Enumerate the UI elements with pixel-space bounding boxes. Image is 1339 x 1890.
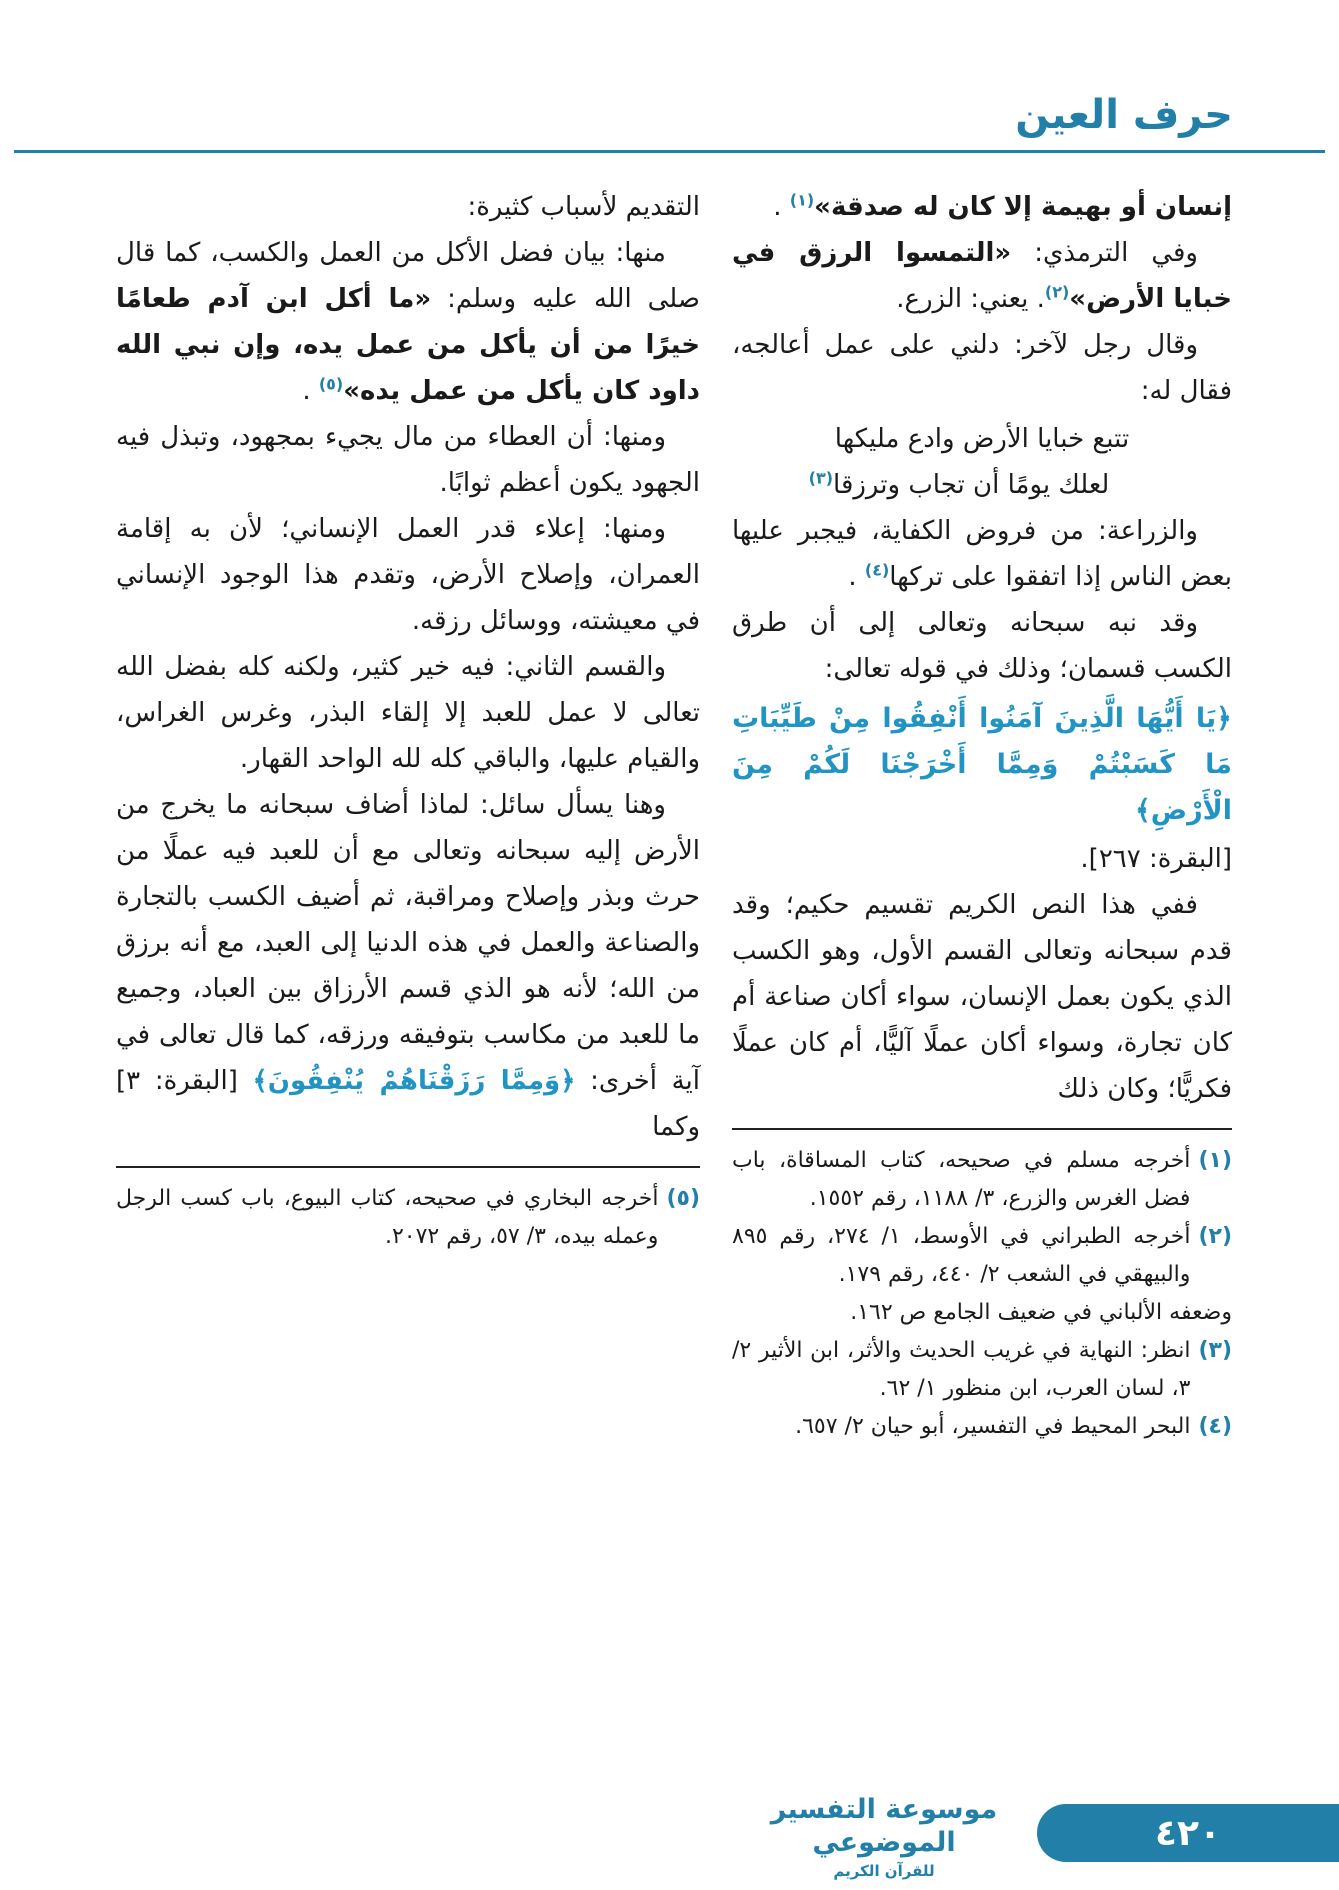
footnote-marker: (٥) xyxy=(666,1186,700,1211)
paragraph xyxy=(732,462,1232,508)
footnote-marker: (١) xyxy=(1198,1148,1232,1173)
footnote xyxy=(732,1408,1232,1446)
text-run: . xyxy=(773,192,790,222)
footnote-reference: (٤) xyxy=(864,560,890,580)
text-run: [البقرة: ٢٦٧]. xyxy=(1080,844,1232,874)
text-run: ومنها: إعلاء قدر العمل الإنساني؛ لأن به إقامة العمران، وإصلاح الأرض، وتقدم هذا الوجود الإنساني في معيشته، ووسائل رزقه. xyxy=(116,514,700,636)
text-run: . xyxy=(848,562,865,592)
paragraph xyxy=(732,508,1232,600)
paragraph xyxy=(116,506,700,644)
emphasis-run: «التمسوا الرزق في خبايا الأرض» xyxy=(732,238,1232,314)
footnote-reference: (٢) xyxy=(1044,282,1070,302)
text-run: التقديم لأسباب كثيرة: xyxy=(467,192,700,222)
quran-text: ﴿وَمِمَّا رَزَقْنَاهُمْ يُنْفِقُونَ﴾ xyxy=(252,1066,576,1096)
text-run: وفي الترمذي: xyxy=(1011,238,1198,268)
text-run: ففي هذا النص الكريم تقسيم حكيم؛ وقد قدم سبحانه وتعالى القسم الأول، وهو الكسب الذي يكون بعمل الإنسان، سواء أكان صناعة أم كان تجارة، وسواء أكان عملًا آليًّا، أم كان عملًا فكريًّا؛ وكان ذلك xyxy=(732,890,1232,1104)
footnote-separator-left xyxy=(116,1166,700,1168)
footnote-marker: (٣) xyxy=(1198,1338,1232,1363)
text-run: والقسم الثاني: فيه خير كثير، ولكنه كله بفضل الله تعالى لا عمل للعبد إلا إلقاء البذر، وغرس الغراس، والقيام عليها، والباقي كله لله الواحد القهار. xyxy=(116,652,700,774)
paragraph xyxy=(116,184,700,230)
quran-text: ﴿يَا أَيُّهَا الَّذِينَ آمَنُوا أَنْفِقُوا مِنْ طَيِّبَاتِ مَا كَسَبْتُمْ وَمِمَّا أَخْرَجْنَا لَكُمْ مِنَ الْأَرْضِ﴾ xyxy=(732,703,1232,826)
paragraph xyxy=(732,696,1232,834)
footnote xyxy=(732,1142,1232,1218)
page-number-badge: ٤٢٠ xyxy=(1037,1804,1339,1862)
paragraph xyxy=(116,782,700,1150)
column-right xyxy=(732,184,1232,1446)
text-run: وقد نبه سبحانه وتعالى إلى أن طرق الكسب قسمان؛ وذلك في قوله تعالى: xyxy=(732,608,1232,684)
text-run: . xyxy=(302,376,319,406)
footnote-text: وضعفه الألباني في ضعيف الجامع ص ١٦٢. xyxy=(850,1300,1232,1325)
text-run: لعلك يومًا أن تجاب وترزقا xyxy=(833,470,1110,500)
footnote-reference: (٣) xyxy=(808,468,834,488)
publisher-logo xyxy=(759,1793,1009,1881)
logo-subtitle: للقرآن الكريم xyxy=(833,1862,935,1880)
text-run: وهنا يسأل سائل: لماذا أضاف سبحانه ما يخرج من الأرض إليه سبحانه وتعالى مع أن للعبد فيه عملًا من حرث وبذر وإصلاح ومراقبة، ثم أضيف الكسب بالتجارة والصناعة والعمل في هذه الدنيا إلى العبد، مع أنه برزق من الله؛ لأنه هو الذي قسم الأرزاق بين العباد، وجميع ما للعبد من مكاسب بتوفيقه ورزقه، كما قال تعالى في آية أخرى: xyxy=(116,790,701,1096)
paragraph xyxy=(732,416,1232,462)
paragraph xyxy=(116,414,700,506)
text-run: ومنها: أن العطاء من مال يجيء بمجهود، وتبذل فيه الجهود يكون أعظم ثوابًا. xyxy=(116,422,700,498)
footnote-text: أخرجه مسلم في صحيحه، كتاب المساقاة، باب فضل الغرس والزرع، ٣/ ١١٨٨، رقم ١٥٥٢. xyxy=(732,1148,1191,1211)
column-left-footnotes xyxy=(116,1180,700,1256)
paragraph xyxy=(732,322,1232,414)
paragraph xyxy=(732,230,1232,322)
footnote-text: انظر: النهاية في غريب الحديث والأثر، ابن الأثير ٢/ ٣، لسان العرب، ابن منظور ١/ ٦٢. xyxy=(732,1338,1191,1401)
section-title: حرف العين xyxy=(1015,92,1233,138)
paragraph xyxy=(732,882,1232,1112)
column-right-text xyxy=(732,184,1232,1112)
paragraph xyxy=(732,184,1232,230)
footnote xyxy=(116,1180,700,1256)
column-left-text xyxy=(116,184,700,1150)
footnote xyxy=(732,1218,1232,1294)
text-run: والزراعة: من فروض الكفاية، فيجبر عليها بعض الناس إذا اتفقوا على تركها xyxy=(732,516,1232,592)
footnote-text: أخرجه البخاري في صحيحه، كتاب البيوع، باب كسب الرجل وعمله بيده، ٣/ ٥٧، رقم ٢٠٧٢. xyxy=(116,1186,659,1249)
text-run: منها: بيان فضل الأكل من العمل والكسب، كما قال صلى الله عليه وسلم: xyxy=(116,238,700,314)
paragraph xyxy=(116,644,700,782)
paragraph xyxy=(116,230,700,414)
footnote-reference: (١) xyxy=(789,190,815,210)
footnote xyxy=(732,1332,1232,1408)
footnote-text: البحر المحيط في التفسير، أبو حيان ٢/ ٦٥٧. xyxy=(795,1414,1191,1439)
text-run: [البقرة: ٣] وكما xyxy=(116,1066,700,1142)
footnote-marker: (٤) xyxy=(1198,1414,1232,1439)
page-body xyxy=(116,184,1232,1446)
column-right-footnotes xyxy=(732,1142,1232,1446)
header-divider xyxy=(14,150,1325,153)
logo-title: موسوعة التفسير الموضوعي xyxy=(770,1793,998,1859)
paragraph xyxy=(732,600,1232,692)
text-run: . يعني: الزرع. xyxy=(896,284,1045,314)
footnote xyxy=(732,1294,1232,1332)
emphasis-run: إنسان أو بهيمة إلا كان له صدقة» xyxy=(814,192,1232,222)
footnote-text: أخرجه الطبراني في الأوسط، ١/ ٢٧٤، رقم ٨٩٥ والبيهقي في الشعب ٢/ ٤٤٠، رقم ١٧٩. xyxy=(732,1224,1191,1287)
text-run: وقال رجل لآخر: دلني على عمل أعالجه، فقال له: xyxy=(732,330,1232,406)
emphasis-run: «ما أكل ابن آدم طعامًا خيرًا من أن يأكل من عمل يده، وإن نبي الله داود كان يأكل من عمل يده» xyxy=(116,284,700,406)
column-left xyxy=(116,184,700,1256)
footnote-reference: (٥) xyxy=(318,374,344,394)
text-run: تتبع خبايا الأرض وادع مليكها xyxy=(834,424,1130,454)
footnote-marker: (٢) xyxy=(1198,1224,1232,1249)
paragraph xyxy=(732,836,1232,882)
footnote-separator-right xyxy=(732,1128,1232,1130)
